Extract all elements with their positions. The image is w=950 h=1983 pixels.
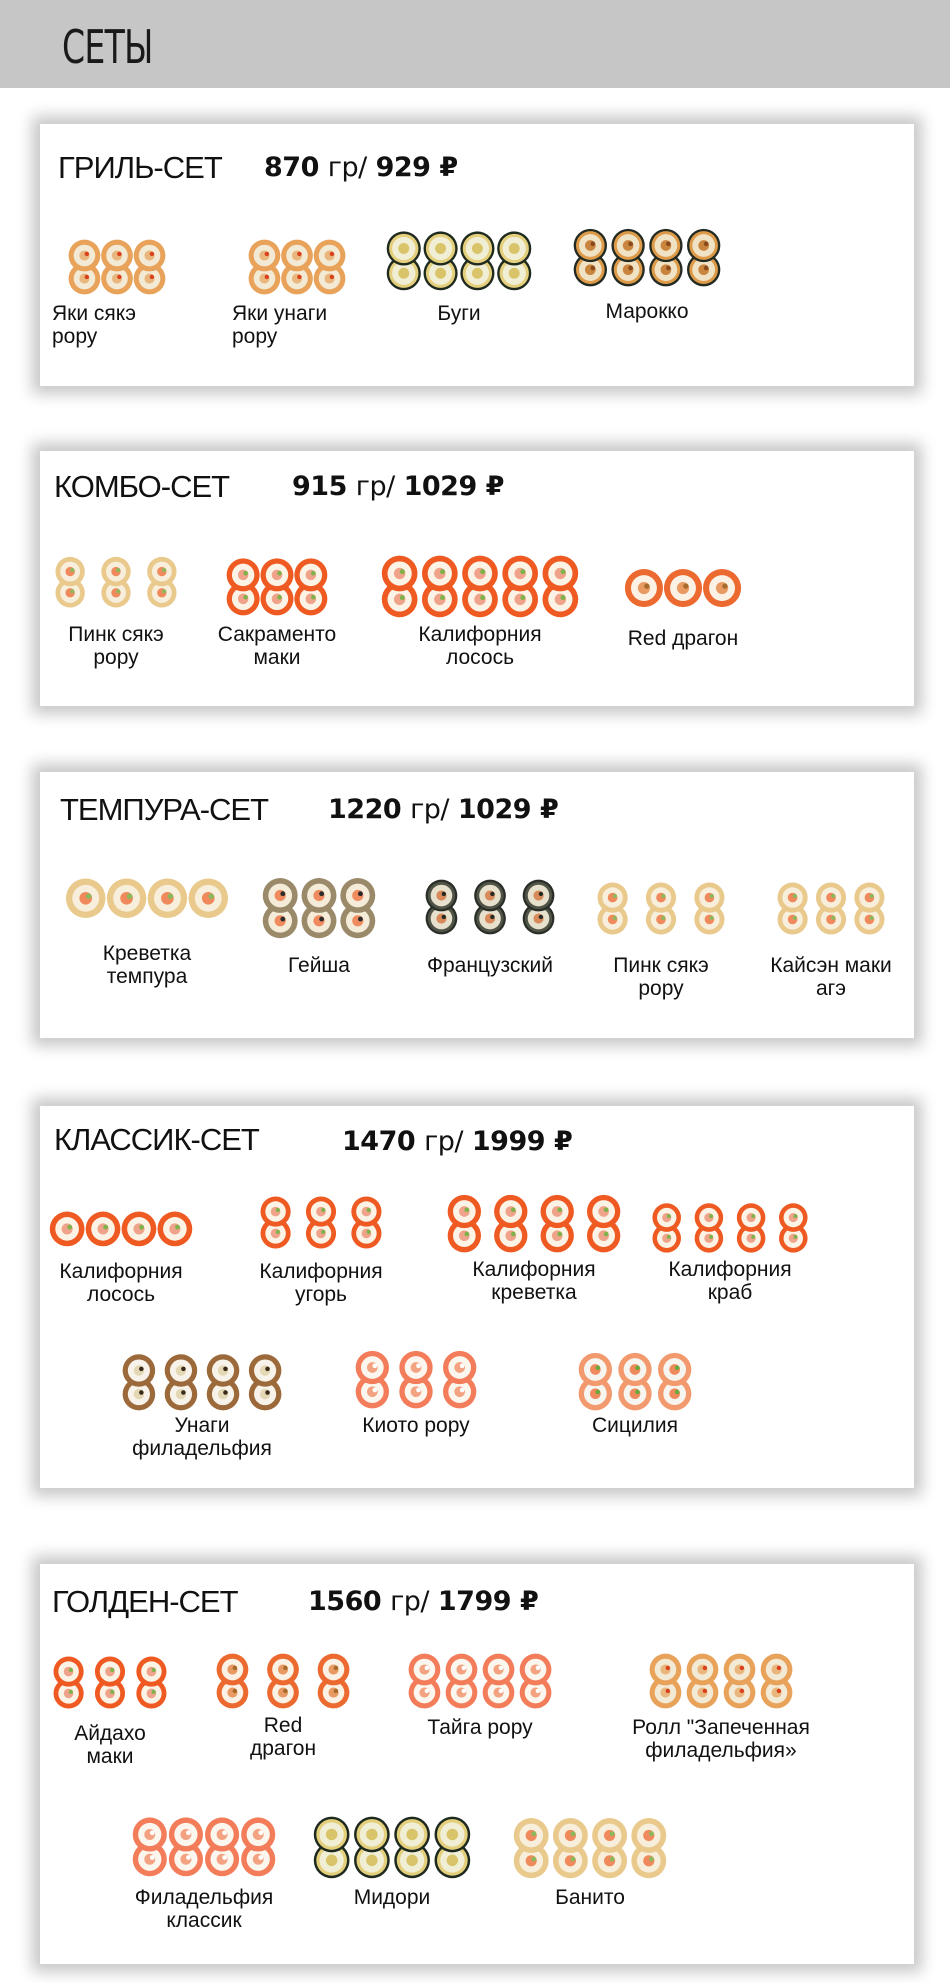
set-weight-price: [342, 1126, 572, 1157]
set-weight-price: [308, 1586, 538, 1617]
set-item: [572, 204, 722, 323]
item-name: Пинк сякэ рору: [68, 623, 164, 669]
set-weight-price: [264, 152, 458, 183]
roll-image-icon: [424, 856, 556, 936]
roll-image-icon: [247, 206, 347, 296]
item-name: Сицилия: [591, 1414, 678, 1437]
item-name: Калифорния краб: [668, 1258, 792, 1304]
currency-sign: ₽: [485, 471, 504, 502]
roll-image-icon: [446, 1170, 622, 1254]
roll-image-icon: [577, 1328, 693, 1412]
set-item: [384, 206, 534, 325]
set-price: 1799: [437, 1586, 512, 1617]
set-item: [312, 1790, 472, 1909]
item-name: Французский: [427, 954, 553, 977]
set-item: [246, 1174, 396, 1306]
set-item: [754, 860, 908, 1000]
item-name: Кайсэн маки агэ: [770, 954, 892, 1000]
item-name: Тайга рору: [427, 1716, 533, 1739]
set-weight-unit: гр/: [390, 1586, 429, 1617]
roll-image-icon: [385, 206, 533, 292]
set-price: 1999: [471, 1126, 546, 1157]
set-weight: 1220: [328, 794, 402, 825]
item-name: Яки сякэ рору: [52, 302, 136, 348]
roll-image-icon: [67, 206, 167, 296]
set-card-tempura: [40, 772, 914, 1038]
set-card-classic: [40, 1106, 914, 1488]
set-card-grill: [40, 124, 914, 386]
roll-image-icon: [312, 1790, 472, 1880]
set-price: 1029: [403, 471, 477, 502]
roll-image-icon: [259, 1174, 383, 1250]
item-name: Red драгон: [249, 1714, 317, 1760]
set-name: ГОЛДЕН-СЕТ: [52, 1584, 238, 1619]
roll-image-icon: [596, 860, 726, 936]
roll-image-icon: [776, 860, 886, 936]
item-name: Пинк сякэ рору: [613, 954, 709, 1000]
item-name: Калифорния лосось: [418, 623, 542, 669]
item-name: Калифорния креветка: [472, 1258, 596, 1304]
roll-image-icon: [354, 1326, 478, 1410]
set-item: [46, 1184, 196, 1306]
set-name: КОМБО-СЕТ: [54, 469, 230, 504]
set-weight: 870: [264, 152, 319, 183]
roll-image-icon: [52, 1634, 168, 1710]
set-item: [50, 1634, 170, 1768]
set-item: [338, 1326, 494, 1437]
roll-image-icon: [572, 204, 722, 288]
currency-sign: ₽: [539, 794, 559, 825]
set-name: КЛАССИК-СЕТ: [54, 1122, 259, 1157]
item-name: Ролл "Запеченная филадельфия»: [632, 1716, 810, 1762]
item-name: Яки унаги рору: [232, 302, 328, 348]
set-weight-price: [328, 794, 558, 825]
set-card-golden: [40, 1564, 914, 1964]
set-weight-unit: гр/: [424, 1126, 463, 1157]
roll-image-icon: [48, 1184, 194, 1248]
item-name: Марокко: [605, 300, 689, 323]
set-weight: 1470: [342, 1126, 416, 1157]
set-weight: 1560: [308, 1586, 382, 1617]
item-name: Унаги филадельфия: [132, 1414, 272, 1460]
roll-image-icon: [623, 543, 743, 609]
set-item: [254, 852, 384, 977]
roll-image-icon: [225, 531, 329, 617]
currency-sign: ₽: [519, 1586, 539, 1617]
set-item: [444, 1170, 624, 1304]
currency-sign: ₽: [439, 152, 458, 183]
set-item: [586, 860, 736, 1000]
roll-image-icon: [648, 1630, 794, 1710]
roll-image-icon: [651, 1182, 809, 1254]
item-name: Филадельфия классик: [134, 1886, 274, 1932]
set-weight: 915: [292, 471, 347, 502]
roll-image-icon: [64, 860, 230, 920]
roll-image-icon: [54, 535, 178, 609]
roll-image-icon: [407, 1630, 553, 1710]
roll-image-icon: [261, 852, 377, 940]
set-weight-unit: гр/: [327, 152, 367, 183]
set-item: [46, 535, 186, 669]
set-item: [410, 856, 570, 977]
item-name: Киото рору: [362, 1414, 470, 1437]
item-name: Калифорния лосось: [59, 1260, 183, 1306]
set-card-combo: [40, 451, 914, 706]
item-name: Мидори: [353, 1886, 431, 1909]
set-item: [400, 1630, 560, 1739]
set-item: [62, 860, 232, 988]
set-item: [618, 543, 748, 650]
set-item: [112, 1330, 292, 1460]
set-weight-price: [292, 471, 504, 502]
item-name: Айдахо маки: [74, 1722, 146, 1768]
set-item: [510, 1792, 670, 1909]
set-item: [232, 206, 362, 348]
set-weight-unit: гр/: [410, 794, 449, 825]
item-name: Гейша: [288, 954, 350, 977]
item-name: Банито: [555, 1886, 625, 1909]
item-name: Буги: [437, 302, 481, 325]
page-title: СЕТЫ: [62, 20, 153, 74]
set-item: [208, 1630, 358, 1760]
set-item: [570, 1328, 700, 1437]
item-name: Калифорния угорь: [259, 1260, 383, 1306]
set-item: [202, 531, 352, 669]
roll-image-icon: [380, 529, 580, 619]
item-name: Креветка темпура: [102, 942, 192, 988]
set-item: [52, 206, 182, 348]
roll-image-icon: [512, 1792, 668, 1880]
set-weight-unit: гр/: [355, 471, 395, 502]
set-item: [114, 1792, 294, 1932]
set-item: [650, 1182, 810, 1304]
roll-image-icon: [121, 1330, 283, 1412]
page-header: [0, 0, 950, 88]
set-item: [606, 1630, 836, 1762]
set-name: ТЕМПУРА-СЕТ: [60, 792, 269, 827]
set-name: ГРИЛЬ-СЕТ: [58, 150, 222, 185]
item-name: Red драгон: [627, 627, 739, 650]
currency-sign: ₽: [553, 1126, 573, 1157]
roll-image-icon: [131, 1792, 277, 1878]
set-item: [380, 529, 580, 669]
set-price: 929: [375, 152, 431, 183]
roll-image-icon: [215, 1630, 351, 1710]
item-name: Сакраменто маки: [217, 623, 337, 669]
set-price: 1029: [457, 794, 532, 825]
